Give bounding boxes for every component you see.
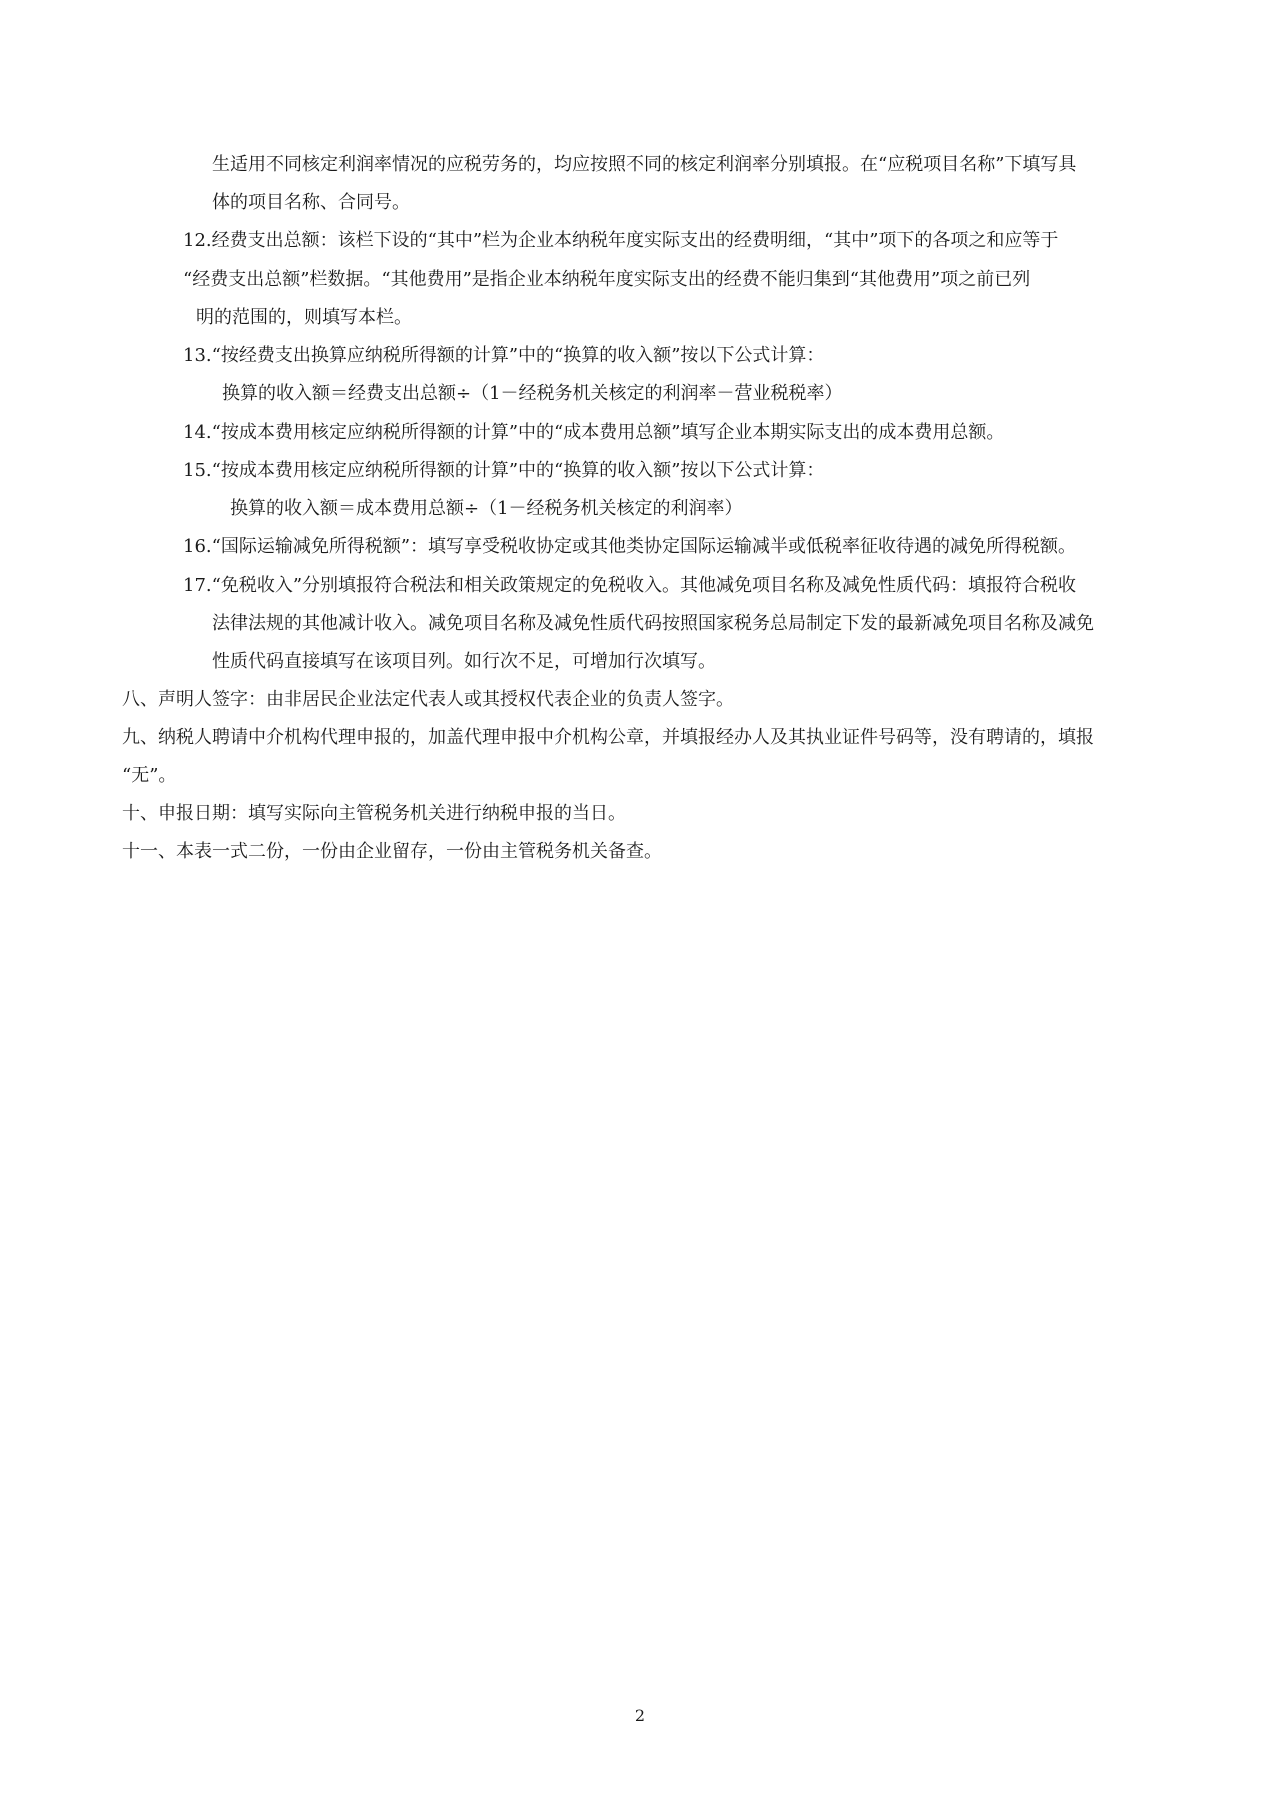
text-line-16: 九、纳税人聘请中介机构代理申报的，加盖代理申报中介机构公章，并填报经办人及其执业证件号码等，没有聘请的，填报	[122, 727, 1094, 748]
text-line-1: 生适用不同核定利润率情况的应税劳务的，均应按照不同的核定利润率分别填报。在“应税项目名称”下填写具	[212, 154, 1077, 175]
text-line-15: 八、声明人签字：由非居民企业法定代表人或其授权代表企业的负责人签字。	[122, 689, 734, 710]
text-line-5: 明的范围的，则填写本栏。	[196, 307, 412, 328]
text-line-7: 换算的收入额＝经费支出总额÷（1－经税务机关核定的利润率－营业税税率）	[222, 383, 843, 404]
text-line-12: 17.“免税收入”分别填报符合税法和相关政策规定的免税收入。其他减免项目名称及减免性质代码：填报符合税收	[183, 575, 1077, 596]
text-line-19: 十一、本表一式二份，一份由企业留存，一份由主管税务机关备查。	[122, 841, 662, 862]
text-line-10: 换算的收入额＝成本费用总额÷（1－经税务机关核定的利润率）	[230, 498, 743, 519]
text-line-9: 15.“按成本费用核定应纳税所得额的计算”中的“换算的收入额”按以下公式计算：	[183, 460, 825, 481]
text-line-13: 法律法规的其他减计收入。减免项目名称及减免性质代码按照国家税务总局制定下发的最新减免项目名称及减免	[212, 613, 1094, 634]
text-line-14: 性质代码直接填写在该项目列。如行次不足，可增加行次填写。	[212, 651, 716, 672]
text-line-3: 12.经费支出总额：该栏下设的“其中”栏为企业本纳税年度实际支出的经费明细，“其中”项下的各项之和应等于	[183, 230, 1059, 251]
text-line-17: “无”。	[122, 765, 177, 786]
text-line-8: 14.“按成本费用核定应纳税所得额的计算”中的“成本费用总额”填写企业本期实际支出的成本费用总额。	[183, 422, 1005, 443]
text-line-4: “经费支出总额”栏数据。“其他费用”是指企业本纳税年度实际支出的经费不能归集到“其他费用”项之前已列	[183, 269, 1031, 290]
text-line-6: 13.“按经费支出换算应纳税所得额的计算”中的“换算的收入额”按以下公式计算：	[183, 345, 825, 366]
text-line-11: 16.“国际运输减免所得税额”：填写享受税收协定或其他类协定国际运输减半或低税率征收待遇的减免所得税额。	[183, 536, 1077, 557]
text-line-18: 十、申报日期：填写实际向主管税务机关进行纳税申报的当日。	[122, 803, 626, 824]
page-number: 2	[634, 1706, 646, 1725]
text-line-2: 体的项目名称、合同号。	[212, 192, 410, 213]
